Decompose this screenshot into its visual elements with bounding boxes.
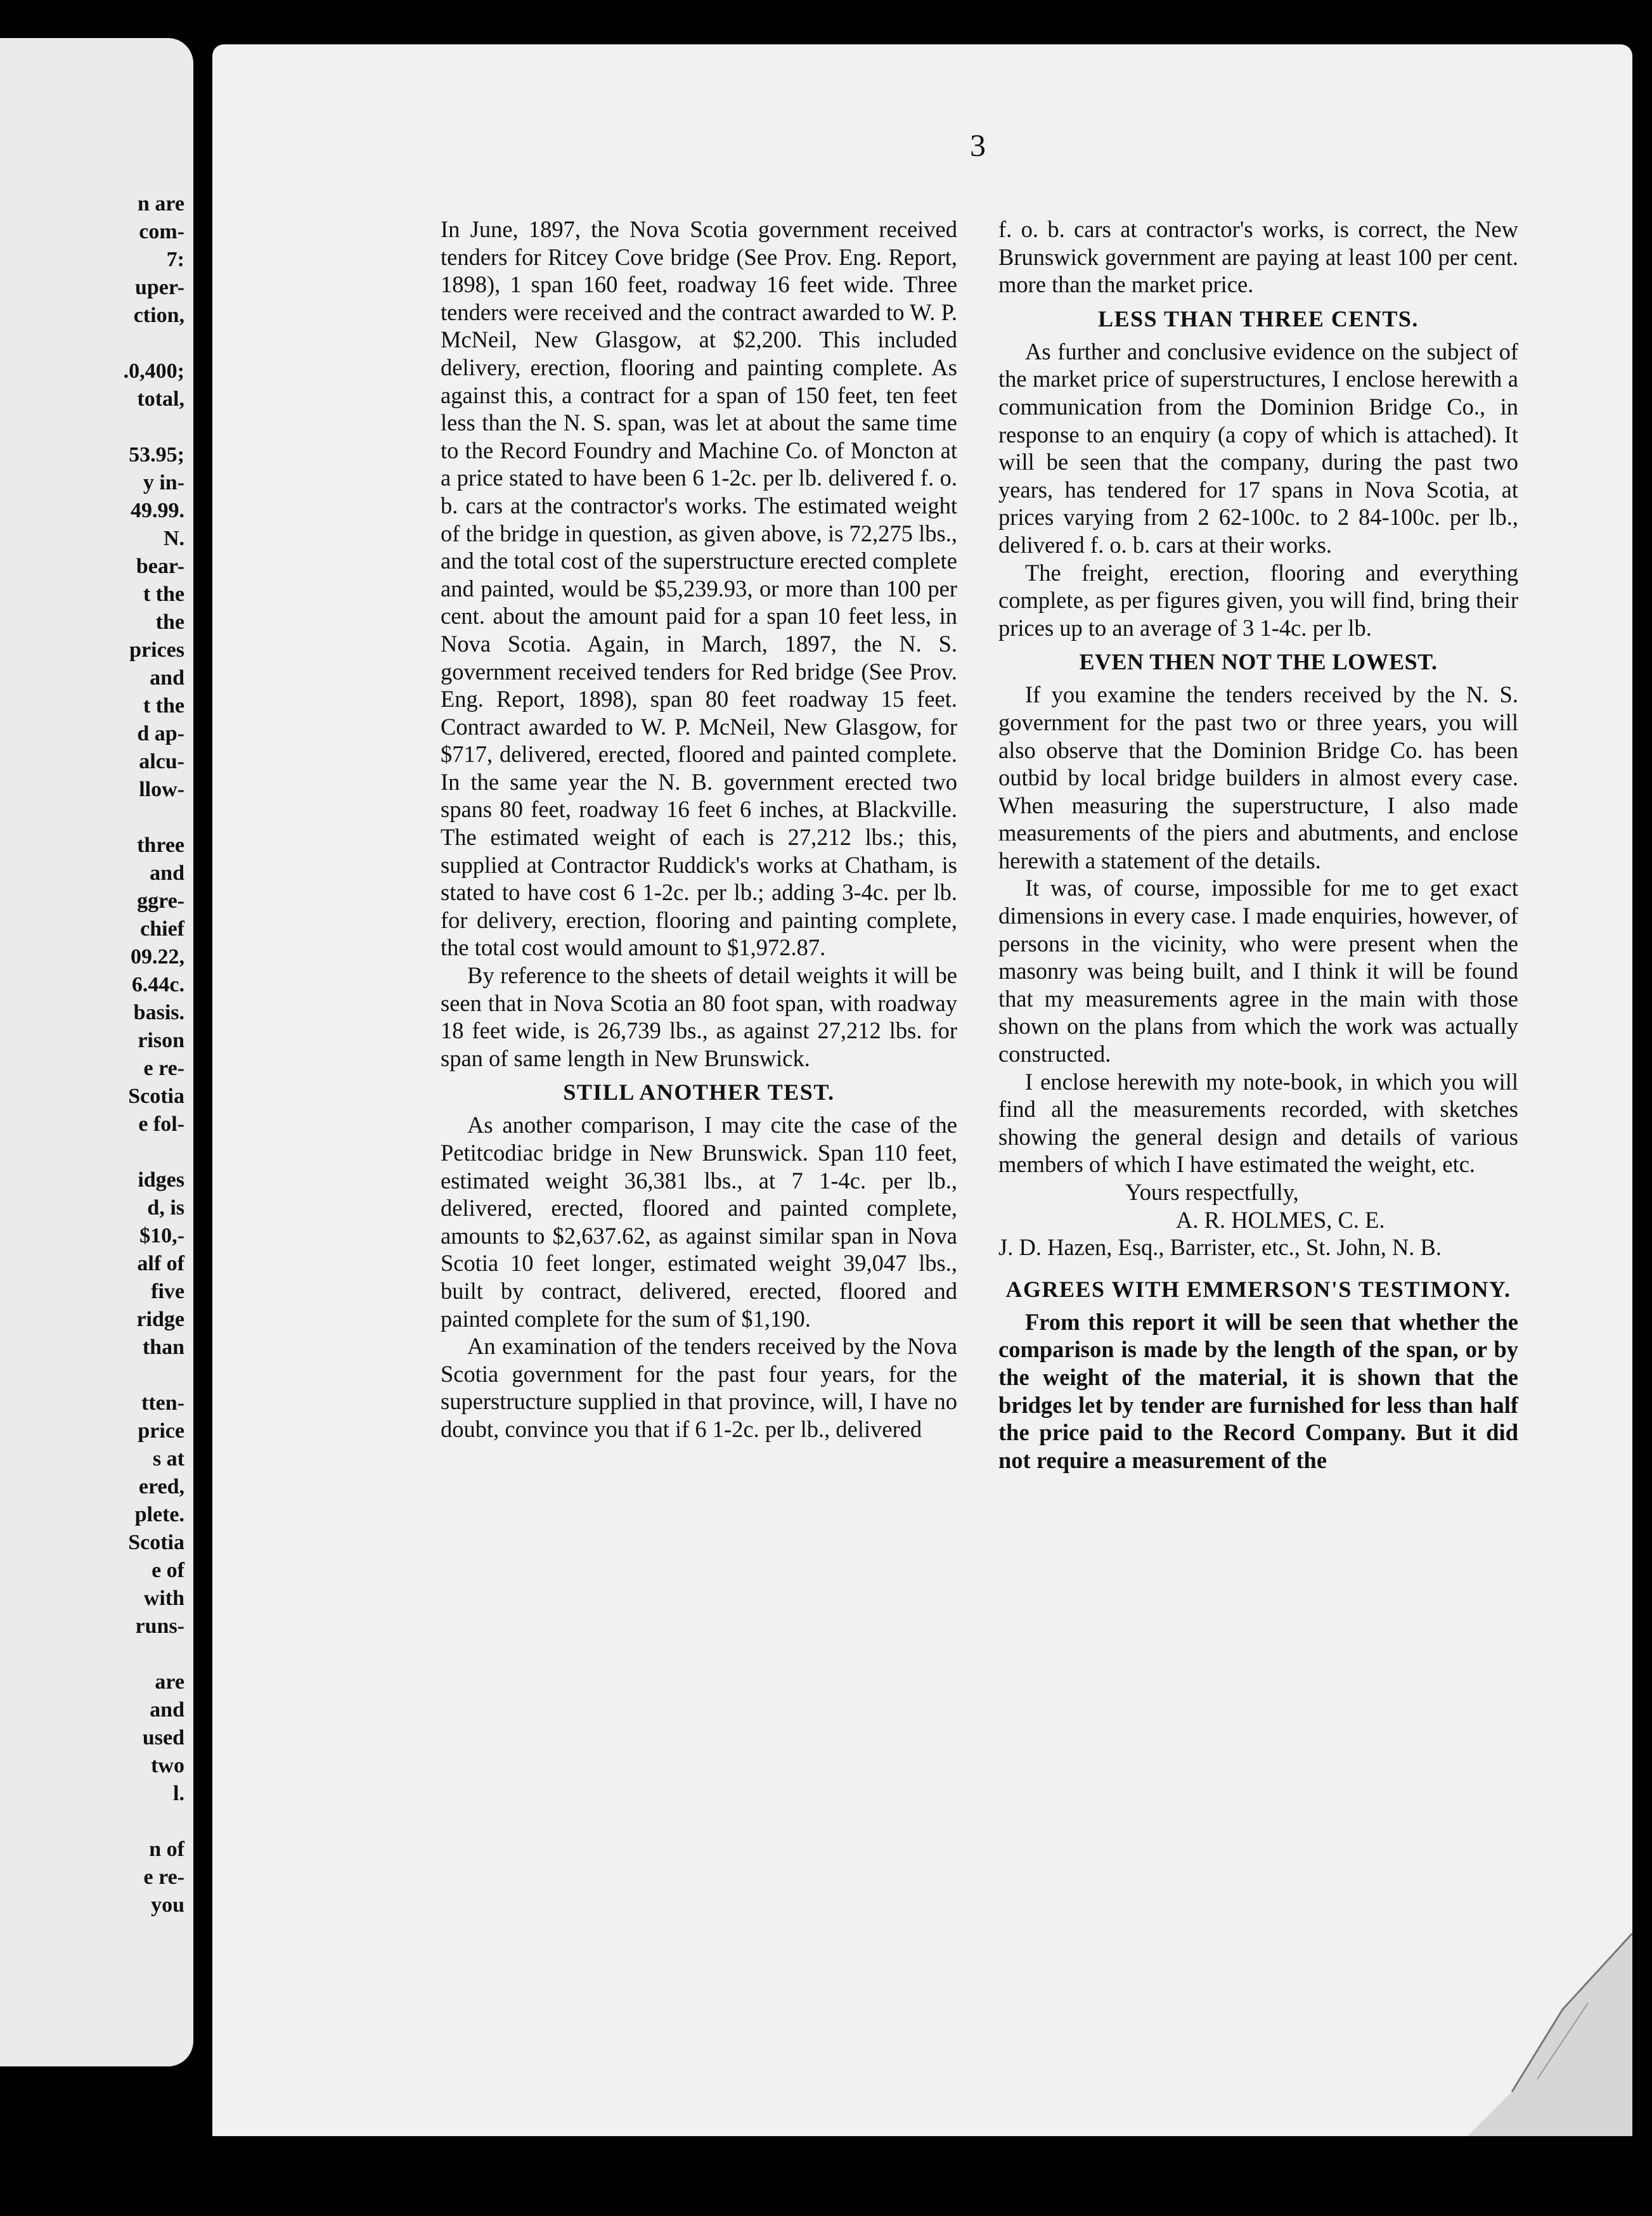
facing-page-fragment: $10,- bbox=[139, 1224, 184, 1247]
facing-page-edge bbox=[0, 38, 193, 2066]
heading-less-than-three-cents: LESS THAN THREE CENTS. bbox=[1098, 306, 1419, 332]
left-column bbox=[441, 216, 957, 1443]
facing-page-fragment bbox=[0, 1138, 184, 1166]
facing-page-fragment: idges bbox=[138, 1168, 184, 1192]
paragraph-market-price: f. o. b. cars at contractor's works, is correct, the New Brunswick government are paying at least 100 per cent. more than the market price. bbox=[998, 216, 1518, 298]
facing-page-fragment: d ap- bbox=[137, 722, 184, 745]
facing-page-fragment: e re- bbox=[143, 1057, 184, 1080]
facing-page-fragment: llow- bbox=[139, 778, 184, 801]
facing-page-fragment: 6.44c. bbox=[131, 973, 184, 996]
facing-page-fragment: alf of bbox=[137, 1252, 184, 1275]
paragraph-conclusion: From this report it will be seen that whether the comparison is made by the length of the span, or by the weight of the material, it is shown that the bridges let by tender are furnished for less than half the price paid to the Record Company. But it did not require a measurement of the bbox=[998, 1308, 1518, 1473]
facing-page-fragment bbox=[0, 413, 184, 441]
facing-page-fragment bbox=[0, 330, 184, 358]
facing-page-fragment: are bbox=[155, 1670, 184, 1694]
facing-page-fragment: prices bbox=[129, 638, 184, 662]
paragraph-petitcodiac: As another comparison, I may cite the case of the Petitcodiac bridge in New Brunswick. Span 110 feet, estimated weight 36,381 lbs., at 7 1-4c. per lb., delivered, erected, floored and painted complete, amounts to $2,637.62, as against similar span in Nova Scotia 10 feet longer, estimated weight 39,047 lbs., built by contract, delivered, erected, floored and painted complete for the sum of $1,190. bbox=[441, 1112, 957, 1332]
facing-page-fragment: e of bbox=[152, 1559, 184, 1582]
facing-page-fragment: ction, bbox=[133, 304, 184, 327]
facing-page-fragment: three bbox=[137, 834, 184, 857]
facing-page-fragment: e fol- bbox=[138, 1112, 184, 1136]
facing-page-fragment: and bbox=[150, 1698, 184, 1722]
paragraph-freight: The freight, erection, flooring and everything complete, as per figures given, you will find, bring their prices up to an average of 3 1-4c. per lb. bbox=[998, 559, 1518, 641]
heading-even-then-not-lowest: EVEN THEN NOT THE LOWEST. bbox=[1079, 649, 1438, 675]
facing-page-fragment: and bbox=[150, 861, 184, 885]
facing-page-fragment: than bbox=[142, 1336, 184, 1359]
newspaper-page bbox=[212, 44, 1632, 2136]
facing-page-fragment: n are bbox=[138, 192, 184, 216]
paragraph-examination-tenders: An examination of the tenders received by the Nova Scotia government for the past four years, for the superstructure supplied in that province, will, I have no doubt, convince you that if 6 1-2c. per lb., delivered bbox=[441, 1333, 957, 1442]
facing-page-fragment: you bbox=[151, 1893, 184, 1917]
facing-page-fragment: l. bbox=[173, 1782, 184, 1805]
facing-page-text-fragments bbox=[0, 190, 193, 1919]
facing-page-fragment: com- bbox=[139, 220, 184, 243]
facing-page-fragment: five bbox=[151, 1280, 184, 1303]
letter-closing bbox=[998, 1178, 1518, 1234]
paragraph-dimensions: It was, of course, impossible for me to get exact dimensions in every case. I made enquiries, however, of persons in the vicinity, who were present when the masonry was being built, and I think it will be found that my measurements agree in the main with those shown on the plans from which the work was actually constructed. bbox=[998, 875, 1518, 1067]
facing-page-fragment: 49.99. bbox=[131, 499, 184, 522]
facing-page-fragment: Scotia bbox=[128, 1085, 184, 1108]
facing-page-fragment: .0,400; bbox=[123, 359, 184, 383]
facing-page-fragment: t the bbox=[143, 583, 184, 606]
signature: A. R. HOLMES, C. E. bbox=[1176, 1206, 1385, 1233]
paragraph-outbid: If you examine the tenders received by the N. S. government for the past two or three years, you will also observe that the Dominion Bridge Co. has been outbid by local bridge builders in almost every case. When measuring the superstructure, I also made measurements of the piers and abutments, and enclose herewith a statement of the details. bbox=[998, 681, 1518, 873]
facing-page-fragment: d, is bbox=[147, 1196, 184, 1220]
facing-page-fragment: and bbox=[150, 666, 184, 690]
facing-page-fragment: Scotia bbox=[128, 1531, 184, 1554]
facing-page-fragment: rison bbox=[138, 1029, 184, 1052]
facing-page-fragment: price bbox=[138, 1419, 184, 1443]
paragraph-detail-weights: By reference to the sheets of detail weights it will be seen that in Nova Scotia an 80 foot span, with roadway 18 feet wide, is 26,739 lbs., as against 27,212 lbs. for span of same length in New Brunswick. bbox=[441, 962, 957, 1071]
facing-page-fragment: basis. bbox=[133, 1001, 184, 1024]
facing-page-fragment: with bbox=[143, 1587, 184, 1610]
facing-page-fragment: N. bbox=[163, 527, 184, 550]
facing-page-fragment: s at bbox=[152, 1447, 184, 1471]
facing-page-fragment: y in- bbox=[143, 471, 184, 494]
facing-page-fragment: plete. bbox=[134, 1503, 184, 1526]
facing-page-fragment bbox=[0, 1640, 184, 1668]
facing-page-fragment: t the bbox=[143, 694, 184, 718]
facing-page-fragment: uper- bbox=[134, 276, 184, 299]
paragraph-note-book: I enclose herewith my note-book, in which you will find all the measurements recorded, with sketches showing the general design and details of various members of which I have estimated the weight, etc. bbox=[998, 1068, 1518, 1178]
right-column bbox=[998, 216, 1518, 1474]
facing-page-fragment: two bbox=[151, 1754, 184, 1777]
facing-page-fragment: n of bbox=[149, 1838, 184, 1861]
facing-page-fragment: chief bbox=[140, 917, 184, 941]
facing-page-fragment: ggre- bbox=[137, 889, 184, 913]
facing-page-fragment: 7: bbox=[166, 248, 184, 271]
facing-page-fragment: total, bbox=[137, 387, 184, 411]
facing-page-fragment: used bbox=[142, 1726, 184, 1749]
facing-page-fragment: ered, bbox=[138, 1475, 184, 1498]
facing-page-fragment: 53.95; bbox=[129, 443, 184, 467]
heading-agrees-with-emmerson: AGREES WITH EMMERSON'S TESTIMONY. bbox=[1005, 1276, 1511, 1302]
facing-page-fragment: bear- bbox=[136, 555, 184, 578]
facing-page-fragment: ridge bbox=[136, 1308, 184, 1331]
facing-page-fragment: e re- bbox=[143, 1865, 184, 1889]
paragraph-dominion-bridge: As further and conclusive evidence on the subject of the market price of superstructures, I enclose herewith a communication from the Dominion Bridge Co., in response to an enquiry (a copy of which is attached). It will be seen that the company, during the past two years, has tendered for 17 spans in Nova Scotia, at prices varying from 2 62-100c. to 2 84-100c. per lb., delivered f. o. b. cars at their works. bbox=[998, 338, 1518, 558]
facing-page-fragment: 09.22, bbox=[131, 945, 184, 969]
facing-page-fragment bbox=[0, 804, 184, 832]
heading-still-another-test: STILL ANOTHER TEST. bbox=[563, 1079, 835, 1105]
facing-page-fragment: alcu- bbox=[139, 750, 184, 773]
facing-page-fragment: the bbox=[155, 610, 184, 634]
facing-page-fragment: runs- bbox=[135, 1614, 184, 1638]
facing-page-fragment: tten- bbox=[141, 1391, 184, 1415]
closing-salutation: Yours respectfully, bbox=[1125, 1179, 1299, 1205]
addressee: J. D. Hazen, Esq., Barrister, etc., St. John, N. B. bbox=[998, 1234, 1442, 1261]
page-number: 3 bbox=[970, 127, 986, 163]
folded-page-corner bbox=[1468, 1933, 1632, 2136]
paragraph-ritcey-cove: In June, 1897, the Nova Scotia government received tenders for Ritcey Cove bridge (See Prov. Eng. Report, 1898), 1 span 160 feet, roadway 16 feet wide. Three tenders were received and the contract awarded to W. P. McNeil, New Glasgow, at $2,200. This included delivery, erection, flooring and painting complete. As against this, a contract for a span of 150 feet, ten feet less than the N. S. span, was let at about the same time to the Record Foundry and Machine Co. of Moncton at a price stated to have been 6 1-2c. per lb. delivered f. o. b. cars at the contractor's works. The estimated weight of the bridge in question, as given above, is 72,275 lbs., and the total cost of the superstructure erected complete and painted, would be $5,239.93, or more than 100 per cent. about the amount paid for a span 10 feet less, in Nova Scotia. Again, in March, 1897, the N. S. government received tenders for Red bridge (See Prov. Eng. Report, 1898), span 80 feet roadway 15 feet. Contract awarded to W. P. McNeil, New Glasgow, for $717, delivered, erected, floored and painted complete. In the same year the N. B. government erected two spans 80 feet, roadway 16 feet 6 inches, at Blackville. The estimated weight of each is 27,212 lbs.; this, supplied at Contractor Ruddick's works at Chatham, is stated to have cost 6 1-2c. per lb.; adding 3-4c. per lb. for delivery, erection, flooring and painting complete, the total cost would amount to $1,972.87. bbox=[441, 216, 957, 961]
facing-page-fragment bbox=[0, 1362, 184, 1389]
facing-page-fragment bbox=[0, 1808, 184, 1836]
